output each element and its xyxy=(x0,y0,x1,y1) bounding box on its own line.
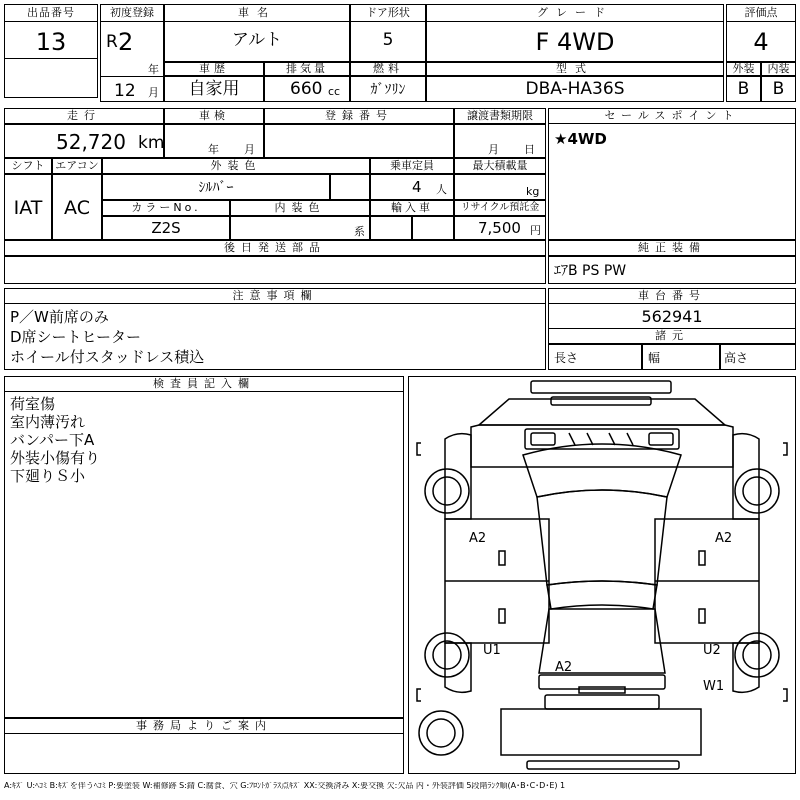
import-cell-b xyxy=(412,216,454,240)
inspector-line: 室内薄汚れ xyxy=(10,413,86,431)
mark-rear-right: W1 xyxy=(703,679,725,694)
height-label: 高さ xyxy=(724,351,749,365)
mark-right-door: A2 xyxy=(715,531,733,546)
inspection-label: 車検 xyxy=(199,109,229,122)
later-cell xyxy=(4,256,546,284)
legend: A:ｷｽﾞ U:ﾍｺﾐ B:ｷｽﾞを伴うﾍｺﾐ P:要塗装 W:補修跡 S:錆 C:腐食、穴 G:ﾌﾛﾝﾄｶﾞﾗｽ点ｷｽﾞ XX:交換済み X:要交換 欠:欠品 内・外装評価 5段階ﾗﾝｸ順(A･B･C･D･E) 1 xyxy=(4,782,566,790)
mark-left-rear: U1 xyxy=(483,643,501,658)
car-diagram-box xyxy=(408,376,796,774)
door-handle xyxy=(699,551,705,565)
plate xyxy=(579,687,625,693)
displacement: 660 xyxy=(290,79,323,99)
tire-front-right-inner xyxy=(743,477,771,505)
int-color-unit: 系 xyxy=(354,225,365,238)
int-color-cell xyxy=(230,216,370,240)
office-label: 事務局よりご案内 xyxy=(136,719,272,732)
ac: AC xyxy=(64,197,90,219)
capacity-label: 乗車定員 xyxy=(390,159,434,172)
first-reg-year: 2 xyxy=(118,28,134,56)
ext-color: ｼﾙﾊﾞｰ xyxy=(198,180,234,196)
inspector-line: 荷室傷 xyxy=(10,395,56,413)
width-label: 幅 xyxy=(648,351,661,365)
inspector-line: 外装小傷有り xyxy=(10,449,101,467)
displacement-unit: cc xyxy=(328,85,341,98)
rear-bumper xyxy=(545,695,659,709)
rear-fender-left xyxy=(445,643,471,692)
ext-score: B xyxy=(737,79,750,99)
front-bumper-lower xyxy=(551,397,651,405)
equipment: ｴｱB PS PW xyxy=(554,263,627,279)
transfer-month-unit: 月 xyxy=(488,143,499,156)
dims-label: 諸元 xyxy=(655,329,689,342)
first-reg-month: 12 xyxy=(114,81,136,101)
equip-label: 純正装備 xyxy=(638,241,706,254)
sales-point: ★4WD xyxy=(554,130,607,148)
load-label: 最大積載量 xyxy=(472,159,528,172)
headlight-left xyxy=(531,433,555,445)
import-label: 輸入車 xyxy=(391,201,433,214)
note-line: ホイール付スタッドレス積込 xyxy=(10,348,205,366)
chassis-label: 車台番号 xyxy=(638,289,706,302)
sales-label: セールスポイント xyxy=(604,109,740,122)
spare-tire-inner xyxy=(427,719,455,747)
hood-panel xyxy=(525,429,679,449)
capacity: 4 xyxy=(412,178,422,196)
door-handle xyxy=(699,609,705,623)
grade-label: グレード xyxy=(537,6,613,19)
inspector-label: 検査員記入欄 xyxy=(153,377,255,390)
ext-color-label: 外装色 xyxy=(210,159,262,172)
color-no-label: カラーNo. xyxy=(131,201,201,214)
ext-label: 外装 xyxy=(732,62,755,75)
mark-rear-center: A2 xyxy=(555,660,573,675)
tire-rear-right-inner xyxy=(743,641,771,669)
mileage-label: 走行 xyxy=(67,109,101,122)
shift: IAT xyxy=(13,197,43,219)
windshield xyxy=(523,444,681,497)
ext-color-extra-cell xyxy=(330,174,370,200)
int-color-label: 内装色 xyxy=(274,201,326,214)
color-no: Z2S xyxy=(151,219,181,237)
bracket-mark xyxy=(417,689,421,701)
reg-no-label: 登録番号 xyxy=(325,109,393,122)
recycle-label: リサイクル預託金 xyxy=(460,202,540,213)
car-name: アルト xyxy=(231,30,283,50)
inspector-line: バンパー下A xyxy=(10,431,95,449)
tire-rear-left-inner xyxy=(433,641,461,669)
reg-no-cell xyxy=(264,124,454,158)
tire-rear-right xyxy=(735,633,779,677)
ac-label: エアコン xyxy=(55,159,99,172)
mark-left-door: A2 xyxy=(469,531,487,546)
era: R xyxy=(106,32,118,52)
inspector-line: 下廻りＳ小 xyxy=(10,467,86,485)
grille-line xyxy=(587,433,593,445)
score: 4 xyxy=(753,28,769,56)
tire-front-left-inner xyxy=(433,477,461,505)
recycle: 7,500 xyxy=(478,219,521,237)
grille-line xyxy=(627,433,633,445)
model: DBA-HA36S xyxy=(525,79,625,99)
mark-right-rear: U2 xyxy=(703,643,721,658)
hood-front xyxy=(479,399,725,425)
sales-box xyxy=(548,108,796,240)
fuel: ｶﾞｿﾘﾝ xyxy=(370,82,406,98)
load-unit: kg xyxy=(526,185,540,198)
grille-line xyxy=(609,433,615,445)
import-cell-a xyxy=(370,216,412,240)
capacity-unit: 人 xyxy=(436,183,447,196)
grade: F 4WD xyxy=(535,28,615,56)
front-fender-right xyxy=(733,434,759,519)
lot-label: 出品番号 xyxy=(27,6,75,19)
transfer-label: 譲渡書類期限 xyxy=(467,109,533,122)
notes-label: 注意事項欄 xyxy=(232,289,318,302)
month-unit: 月 xyxy=(148,86,159,99)
history: 自家用 xyxy=(188,79,240,99)
length-label: 長さ xyxy=(554,351,579,365)
score-label: 評価点 xyxy=(744,6,778,19)
door-handle xyxy=(499,609,505,623)
door-count: 5 xyxy=(382,30,394,50)
underbody-box xyxy=(501,709,701,755)
tire-front-right xyxy=(735,469,779,513)
int-label: 内装 xyxy=(767,62,790,75)
shift-label: シフト xyxy=(11,159,45,172)
underbody-bar xyxy=(527,761,679,769)
car-diagram xyxy=(409,377,795,773)
first-reg-divider xyxy=(100,76,164,77)
roof xyxy=(537,490,667,585)
door-label: ドア形状 xyxy=(366,6,410,19)
door-handle xyxy=(499,551,505,565)
bracket-mark xyxy=(783,689,787,701)
grille-line xyxy=(569,433,575,445)
fuel-label: 燃料 xyxy=(373,62,403,75)
front-fender-left xyxy=(445,434,471,519)
displacement-label: 排気量 xyxy=(286,62,328,75)
car-name-label: 車名 xyxy=(238,6,276,19)
int-score: B xyxy=(772,79,785,99)
recycle-unit: 円 xyxy=(530,224,541,237)
insp-year-unit: 年 xyxy=(208,143,219,156)
insp-month-unit: 月 xyxy=(244,143,255,156)
mileage: 52,720 xyxy=(56,130,126,154)
lot-divider xyxy=(4,58,98,59)
year-unit: 年 xyxy=(148,63,159,76)
model-label: 型式 xyxy=(556,62,594,75)
rear-window xyxy=(547,581,657,609)
lot-number: 13 xyxy=(35,28,67,56)
tire-front-left xyxy=(425,469,469,513)
spare-tire xyxy=(419,711,463,755)
chassis-number: 562941 xyxy=(641,307,703,326)
history-label: 車歴 xyxy=(199,62,229,75)
tire-rear-left xyxy=(425,633,469,677)
later-label: 後日発送部品 xyxy=(224,241,326,254)
front-bumper xyxy=(531,381,671,393)
transfer-day-unit: 日 xyxy=(524,143,535,156)
headlight-right xyxy=(649,433,673,445)
note-line: D席シートヒーター xyxy=(10,328,141,346)
bracket-mark xyxy=(783,443,787,455)
mileage-unit: km xyxy=(138,133,165,153)
first-reg-label: 初度登録 xyxy=(110,6,154,19)
rear-fender-right xyxy=(733,643,759,692)
note-line: P／W前席のみ xyxy=(10,308,109,326)
hood xyxy=(471,425,733,467)
bracket-mark xyxy=(417,443,421,455)
